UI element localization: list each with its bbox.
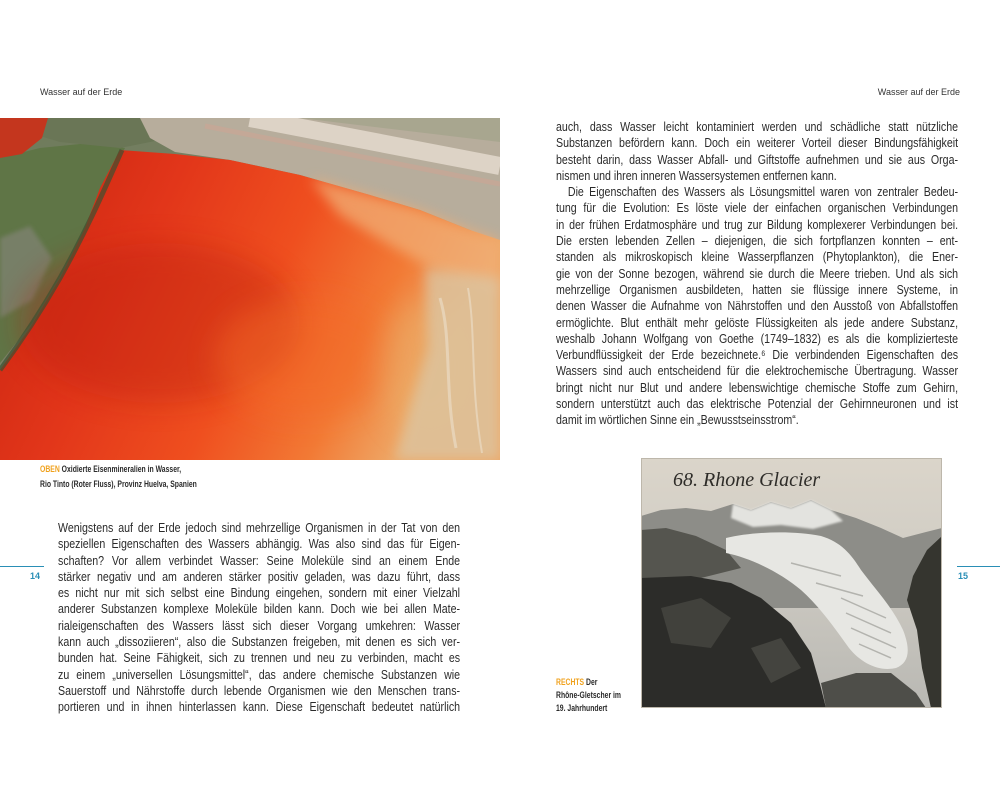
text-line: Wassers sind auch entscheidend für die elektrochemische Übertragung. Wasser <box>556 364 959 379</box>
photo-caption-rhone-glacier <box>556 676 621 715</box>
text-line: ermöglichte. Blut enthält mehr gelöste Flüssigkeiten als jede andere Substanz, <box>556 315 959 330</box>
caption-line <box>556 676 621 689</box>
caption-text: Der <box>586 677 598 687</box>
text-line: bringt nicht nur Blut und andere lebenswichtige chemische Stoffe zum Gehirn, <box>556 380 959 395</box>
text-line: sondern unterstützt auch das elektrische Potenzial der Gehirnneuronen und ist <box>556 397 959 412</box>
text-line: stärker negativ und am anderen stärker positiv geladen, was dazu führt, dass <box>58 569 461 584</box>
text-line: denen Wasser die Aufnahme von Nährstoffen und den Ausstoß von Abfallstoffen <box>556 299 959 314</box>
text-line: mehrzellige Organismen ausbildeten, hatten sie flüssige innere Systeme, in <box>556 282 959 297</box>
text-line: portieren und in ihnen hinterlassen kann. Diese Eigenschaft bedeutet natürlich <box>58 700 461 715</box>
text-line: kann auch „dissoziieren“, also die Substanzen freigeben, mit denen es sich ver- <box>58 635 461 650</box>
text-line: Die Eigenschaften des Wassers als Lösungsmittel waren von zentraler Bedeu- <box>567 185 959 200</box>
handwritten-inscription: 68. Rhone Glacier <box>673 469 821 491</box>
text-line: schaften? Vor allem verbindet Wasser: Seine Moleküle sind an einem Ende <box>58 553 461 568</box>
rio-tinto-aerial-photo <box>0 118 500 460</box>
text-line: damit im wörtlichen Sinne ein „Bewusstseinsstrom“. <box>556 413 799 428</box>
page-number-rule-right <box>957 566 1000 567</box>
text-line: in der frühen Erdatmosphäre und trug zur Bildung komplexerer Verbindungen bei. <box>556 217 959 232</box>
page-number-right: 15 <box>958 571 969 581</box>
text-line: Verbundflüssigkeit der Erde bezeichnete.⁶ Die verbindenden Eigenschaften des <box>556 348 959 363</box>
caption-line <box>40 462 197 477</box>
caption-label: OBEN <box>40 464 60 474</box>
caption-line: 19. Jahrhundert <box>556 703 608 713</box>
running-head-left: Wasser auf der Erde <box>40 87 123 97</box>
text-line: es nicht nur mit sich selbst eine Bindung eingehen, sondern mit einer Vielzahl <box>58 586 461 601</box>
lake-orange <box>215 298 395 418</box>
text-line: nismen und ihren inneren Wassersystemen entfernen kann. <box>556 168 837 183</box>
text-line: weshalb Johann Wolfgang von Goethe (1749–1832) es als die komplizierteste <box>556 331 959 346</box>
rhone-glacier-photo <box>641 458 942 708</box>
text-line: auch, dass Wasser leicht kontaminiert werden und schädliche statt nützliche <box>556 120 959 134</box>
caption-label: RECHTS <box>556 677 585 687</box>
right-body-text <box>556 119 958 429</box>
text-line: Wenigstens auf der Erde jedoch sind mehrzellige Organismen in der Tat von den <box>58 521 461 535</box>
text-line: tung für die Evolution: Es löste viele der einfachen organischen Verbindungen <box>556 201 959 216</box>
text-line: besteht darin, dass Wasser Abfall- und Giftstoffe aufnehmen und sie aus Orga- <box>556 152 959 167</box>
text-line: Die ersten lebenden Zellen – diejenigen, die sich fortpflanzen konnten – ent- <box>556 234 959 249</box>
text-line: anderer Substanzen komplexe Moleküle bilden kann. Doch wie bei allen Mate- <box>58 602 461 617</box>
text-line: Sauerstoff und Nährstoffe durch lebende Organismen wie den Menschen trans- <box>58 683 461 698</box>
left-body-text <box>58 520 460 716</box>
page-number-left: 14 <box>30 571 41 581</box>
photo-caption-rio-tinto <box>40 462 197 492</box>
text-line: rialeigenschaften des Wassers lässt sich dieser Vorgang umkehren: Wasser <box>58 618 461 633</box>
caption-line: Rio Tinto (Roter Fluss), Provinz Huelva, Spanien <box>40 479 197 489</box>
text-line: Substanzen befördern kann. Doch ein weiterer Vorteil dieser Bindungsfähigkeit <box>556 136 959 151</box>
text-line: speziellen Eigenschaften des Wassers abhängig. Was also sind das für Eigen- <box>58 537 461 552</box>
text-line: bunden hat. Seine Fähigkeit, sich zu trennen und neu zu verbinden, macht es <box>58 651 461 666</box>
page-number-rule-left <box>0 566 44 567</box>
caption-line: Rhône-Gletscher im <box>556 690 622 700</box>
text-line: zu einem „universellen Lösungsmittel“, das andere chemische Substanzen wie <box>58 667 461 682</box>
text-line: standen als mikroskopisch kleine Wasserpflanzen (Phytoplankton), die Ener- <box>556 250 959 265</box>
caption-text: Oxidierte Eisenmineralien in Wasser, <box>61 464 182 474</box>
running-head-right: Wasser auf der Erde <box>877 87 960 97</box>
text-line: gie von der Sonne bezogen, während sie durch die Meere trieben. Und als sich <box>556 266 959 281</box>
